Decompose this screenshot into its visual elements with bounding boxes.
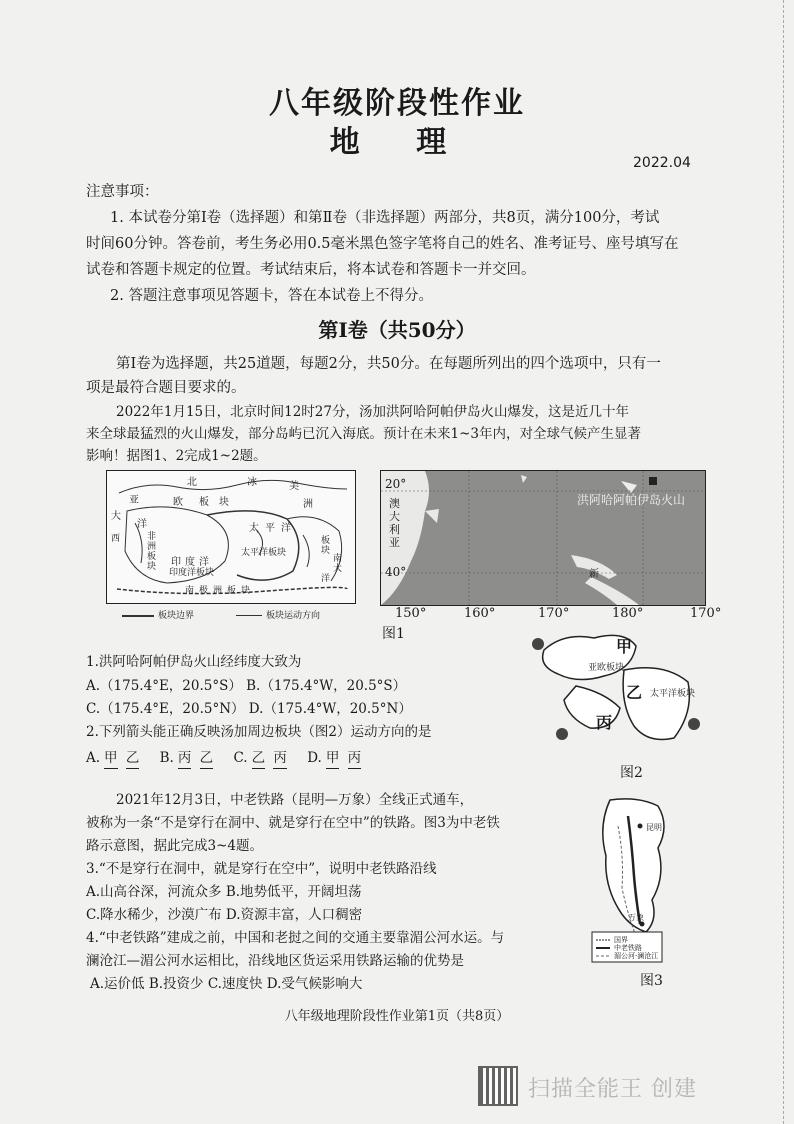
passage-2-line-3: 路示意图，据此完成3~4题。: [86, 838, 263, 854]
notes-line-4: 2. 答题注意事项见答题卡，答在本试卷上不得分。: [110, 288, 433, 304]
plate-jia-label: 甲: [616, 637, 633, 656]
notes-line-3: 试卷和答题卡规定的位置。考试结束后，将本试卷和答题卡一并交回。: [86, 262, 536, 278]
plate-yi-label: 乙: [626, 683, 643, 702]
question-3: 3.“不是穿行在洞中，就是穿行在空中”，说明中老铁路沿线: [86, 861, 437, 877]
plate-label: 印度洋板块: [169, 568, 215, 578]
page-footer: 八年级地理阶段性作业第1页（共8页）: [284, 1009, 510, 1024]
question-2: 2.下列箭头能正确反映汤加周边板块（图2）运动方向的是: [86, 724, 432, 740]
question-2-options: [86, 746, 369, 766]
wanxiang-label: 万象: [628, 913, 644, 922]
plate-label: 块: [241, 586, 251, 596]
question-4-line-2: 澜沧江—湄公河水运相比，沿线地区货运采用铁路运输的优势是: [86, 953, 464, 969]
arrow-to: 丙: [348, 746, 362, 766]
legend-railway: 中老铁路: [614, 944, 642, 952]
plate-label: 板: [227, 586, 237, 596]
passage-1-line-2: 来全球最猛烈的火山爆发，部分岛屿已沉入海底。预计在未来1~3年内，对全球气候产生显著: [86, 426, 641, 442]
scanner-watermark: 扫描全能王 创建: [528, 1077, 697, 1102]
plate-label: 平: [265, 523, 275, 534]
plate-label: 非: [147, 532, 157, 542]
arrow-to: 丙: [273, 746, 287, 766]
plate-label: 洋: [137, 519, 147, 530]
lon-tick-5: 170°: [690, 606, 722, 621]
legend-boundary-label: 板块边界: [158, 611, 195, 621]
australia-label: 澳大利亚: [389, 497, 400, 549]
question-1-options-cd: C.（175.4°E，20.5°N） D.（175.4°W，20.5°N）: [86, 701, 412, 717]
section-intro-1: 第Ⅰ卷为选择题，共25道题，每题2分，共50分。在每题所列出的四个选项中，只有一: [116, 356, 661, 372]
figure-1-caption: 图1: [382, 626, 405, 642]
plate-label: 大: [111, 511, 121, 522]
question-3-options-cd: C.降水稀少，沙漠广布 D.资源丰富，人口稠密: [86, 907, 363, 923]
plate-label: 太平洋板块: [241, 548, 287, 558]
plate-label: 亚: [129, 495, 139, 506]
plate-label: 大: [333, 564, 343, 574]
plate-label: 西: [111, 534, 121, 544]
legend-river: 湄公河·澜沧江: [614, 952, 659, 960]
question-1: 1.洪阿哈阿帕伊岛火山经纬度大致为: [86, 654, 302, 670]
new-zealand-label: 新: [589, 569, 599, 580]
arrow-to: 乙: [126, 746, 140, 766]
plate-label: 板: [199, 497, 209, 508]
question-4-options: A.运价低 B.投资少 C.速度快 D.受气候影响大: [90, 976, 363, 992]
question-4-line-1: 4.“中老铁路”建成之前，中国和老挝之间的交通主要靠湄公河水运。与: [86, 930, 505, 946]
lon-tick-2: 160°: [464, 606, 496, 621]
plate-label: 板: [147, 552, 157, 562]
plate-label: 美: [289, 481, 299, 492]
latitude-20-label: 20°: [385, 477, 407, 491]
legend-direction: [236, 608, 320, 621]
pacific-plate-label: 太平洋板块: [650, 689, 696, 699]
eurasia-plate-label: 亚欧板块: [588, 663, 625, 673]
lon-tick-3: 170°: [538, 606, 570, 621]
legend-border: 国界: [614, 936, 628, 944]
passage-2-line-2: 被称为一条“不是穿行在洞中、就是穿行在空中”的铁路。图3为中老铁: [86, 815, 500, 831]
figure-3: [588, 796, 688, 964]
figure-3-caption: 图3: [640, 973, 663, 989]
plate-label: 块: [219, 497, 229, 508]
passage-2-line-1: 2021年12月3日，中老铁路（昆明—万象）全线正式通车，: [116, 792, 474, 808]
latitude-40-label: 40°: [385, 565, 407, 579]
plate-label: 洋: [281, 523, 291, 534]
arrow-to: 乙: [200, 746, 214, 766]
exam-title: 八年级阶段性作业: [269, 86, 525, 121]
plate-label: 印: [171, 557, 181, 568]
notes-heading: 注意事项：: [86, 184, 159, 200]
notes-line-2: 时间60分钟。答卷前，考生务必用0.5毫米黑色签字笔将自己的姓名、准考证号、座号填写在: [86, 236, 679, 252]
plate-label: 洋: [321, 574, 331, 584]
page-edge: [783, 0, 790, 1124]
lon-tick-4: 180°: [612, 606, 644, 621]
tonga-region-map: [380, 470, 706, 606]
plate-label: 块: [321, 546, 331, 556]
plate-map: [106, 470, 356, 604]
section-title: 第Ⅰ卷（共50分）: [318, 318, 476, 342]
arrow-from: 丙: [178, 746, 192, 766]
qr-code-icon: [478, 1066, 518, 1106]
plate-label: 太: [249, 523, 259, 534]
exam-date: 2022.04: [633, 155, 691, 171]
passage-1-line-1: 2022年1月15日，北京时间12时27分，汤加洪阿哈阿帕伊岛火山爆发，这是近几十年: [116, 404, 629, 420]
plate-label: 北: [187, 477, 197, 488]
plate-label: 块: [147, 562, 157, 572]
plate-label: 洲: [303, 499, 313, 510]
notes-line-1: 1. 本试卷分第Ⅰ卷（选择题）和第Ⅱ卷（非选择题）两部分，共8页，满分100分，考试: [110, 210, 660, 226]
legend-direction-label: 板块运动方向: [266, 611, 321, 621]
figure-2: [524, 626, 714, 756]
arrow-from: 甲: [104, 746, 118, 766]
plate-label: 洲: [213, 586, 223, 596]
section-intro-2: 项是最符合题目要求的。: [86, 380, 246, 396]
question-3-options-ab: A.山高谷深，河流众多 B.地势低平，开阔坦荡: [86, 884, 362, 900]
plate-label: 欧: [173, 497, 183, 508]
volcano-label: 洪阿哈阿帕伊岛火山: [577, 493, 686, 507]
plate-label: 洋: [199, 557, 209, 568]
plate-label: 度: [185, 557, 195, 568]
plate-label: 冰: [247, 477, 257, 488]
plate-bing-label: 丙: [596, 713, 613, 732]
arrow-from: 甲: [326, 746, 340, 766]
plate-label: 南: [185, 586, 195, 596]
arrow-from: 乙: [252, 746, 266, 766]
option-b: B. 丙 乙: [160, 746, 218, 766]
plate-label: 极: [199, 586, 209, 596]
lon-tick-1: 150°: [395, 606, 427, 621]
plate-label: 南: [333, 554, 343, 564]
question-1-options-ab: A.（175.4°E，20.5°S） B.（175.4°W，20.5°S）: [86, 678, 407, 694]
subject-title: 地 理: [329, 125, 465, 160]
plate-label: 洲: [147, 542, 157, 552]
option-a: A. 甲 乙: [86, 746, 143, 766]
legend-boundary: [122, 608, 194, 621]
option-d: D. 甲 丙: [307, 746, 365, 766]
kunming-label: 昆明: [646, 823, 662, 832]
figure-2-caption: 图2: [620, 765, 643, 781]
passage-1-line-3: 影响！据图1、2完成1~2题。: [86, 448, 267, 464]
option-c: C. 乙 丙: [233, 746, 290, 766]
figure-3-drawing: [588, 796, 688, 964]
plate-label: 板: [321, 536, 331, 546]
